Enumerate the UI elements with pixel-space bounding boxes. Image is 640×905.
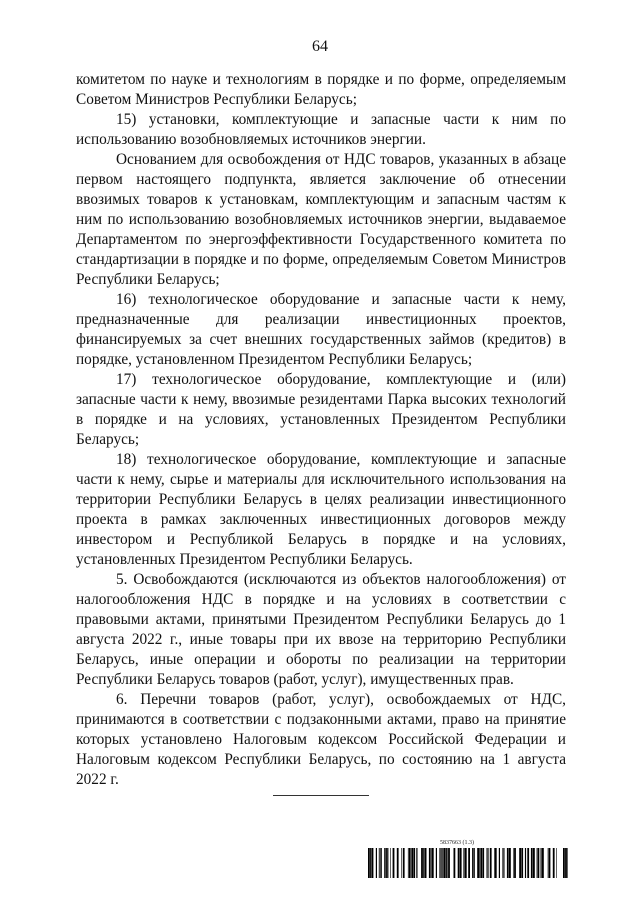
- paragraph-point-6: 6. Перечни товаров (работ, услуг), освобождаемых от НДС, принимаются в соответствии с подзаконными актами, право на принятие которых установлено Налоговым кодексом Российской Федерации и Налоговым кодексом Республики Беларусь, по состоянию на 1 августа 2022 г.: [76, 691, 566, 788]
- paragraph-item-15-basis: Основанием для освобождения от НДС товаров, указанных в абзаце первом настоящего подпункта, является заключение об отнесении ввозимых товаров к установкам, комплектующим и запасным частям к ним по использованию возобновляемых источников энергии, выдаваемое Департаментом по энергоэффективности Государственного комитета по стандартизации в порядке и по форме, определяемым Советом Министров Республики Беларусь;: [76, 151, 566, 288]
- document-code: 5837663 (1.3): [440, 840, 474, 846]
- paragraph-item-16: 16) технологическое оборудование и запасные части к нему, предназначенные для реализации инвестиционных проектов, финансируемых за счет внешних государственных займов (кредитов) в порядке, установленном Президентом Республики Беларусь;: [76, 291, 566, 368]
- end-divider: [273, 795, 369, 796]
- document-body: [76, 70, 566, 790]
- paragraph-item-18: 18) технологическое оборудование, комплектующие и запасные части к нему, сырье и материалы для исключительного использования на территории Республики Беларусь в целях реализации инвестиционного проекта в рамках заключенных инвестиционных договоров между инвестором и Республикой Беларусь в порядке и на условиях, установленных Президентом Республики Беларусь.: [76, 451, 566, 568]
- paragraph-item-17: 17) технологическое оборудование, комплектующие и (или) запасные части к нему, ввозимые резидентами Парка высоких технологий в порядке и на условиях, установленных Президентом Республики Беларусь;: [76, 371, 566, 448]
- barcode: [368, 848, 568, 878]
- paragraph-item-15: 15) установки, комплектующие и запасные части к ним по использованию возобновляемых источников энергии.: [76, 111, 566, 148]
- paragraph-point-5: 5. Освобождаются (исключаются из объектов налогообложения) от налогообложения НДС в порядке и на условиях в соответствии с правовыми актами, принятыми Президентом Республики Беларусь до 1 августа 2022 г., иные товары при их ввозе на территорию Республики Беларусь, иные операции и обороты по реализации на территории Республики Беларусь товаров (работ, услуг), имущественных прав.: [76, 571, 566, 688]
- page-number: 64: [312, 38, 328, 55]
- paragraph-continuation: комитетом по науке и технологиям в порядке и по форме, определяемым Советом Министров Республики Беларусь;: [76, 71, 566, 108]
